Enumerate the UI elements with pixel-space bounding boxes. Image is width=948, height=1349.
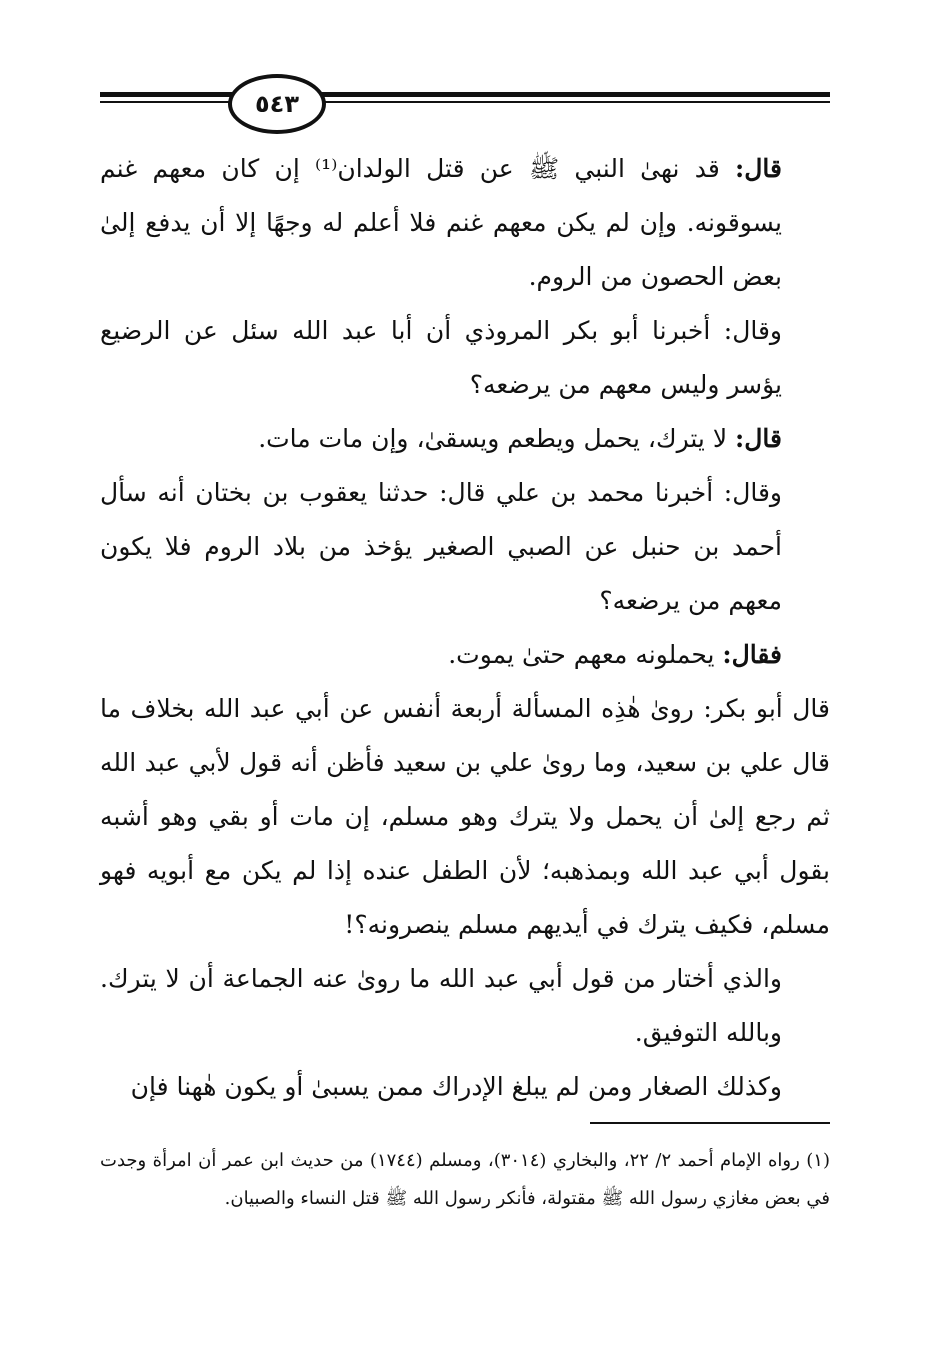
paragraph-text: قد نهىٰ النبي ﷺ عن قتل الولدان⁽¹⁾ إن كان معهم غنم يسوقونه. وإن لم يكن معهم غنم فلا أعلم له وجهًا إلا أن يدفع إلىٰ بعض الحصون من الروم. xyxy=(100,154,782,291)
paragraph: وقال: أخبرنا أبو بكر المروذي أن أبا عبد الله سئل عن الرضيع يؤسر وليس معهم من يرضعه؟ xyxy=(100,316,782,399)
page-header xyxy=(100,68,830,128)
footnote: (١) رواه الإمام أحمد ٢/ ٢٢، والبخاري (٣٠١٤)، ومسلم (١٧٤٤) من حديث ابن عمر أن امرأة وجدت في بعض مغازي رسول الله ﷺ مقتولة، فأنكر رسول الله ﷺ قتل النساء والصبيان. xyxy=(100,1150,830,1209)
paragraph xyxy=(100,412,830,466)
header-rule xyxy=(100,92,830,97)
paragraph: وقال: أخبرنا محمد بن علي قال: حدثنا يعقوب بن بختان أنه سأل أحمد بن حنبل عن الصبي الصغير يؤخذ من بلاد الروم فلا يكون معهم من يرضعه؟ xyxy=(100,478,782,615)
paragraph xyxy=(100,628,830,682)
speaker-label: قال: xyxy=(735,154,782,183)
speaker-label: قال: xyxy=(735,424,782,453)
paragraph: والذي أختار من قول أبي عبد الله ما روىٰ عنه الجماعة أن لا يترك. وبالله التوفيق. xyxy=(100,964,782,1047)
paragraph xyxy=(100,142,830,304)
paragraph-text: يحملونه معهم حتىٰ يموت. xyxy=(448,640,715,669)
header-rule-thin xyxy=(100,101,830,103)
speaker-label: فقال: xyxy=(722,640,782,669)
paragraph-text: لا يترك، يحمل ويطعم ويسقىٰ، وإن مات مات. xyxy=(258,424,728,453)
footnote-separator xyxy=(590,1122,830,1124)
main-text xyxy=(100,142,830,1114)
page-number: ٥٤٣ xyxy=(228,74,326,134)
paragraph: وكذلك الصغار ومن لم يبلغ الإدراك ممن يسبىٰ أو يكون هٰهنا فإن xyxy=(130,1072,782,1101)
paragraph: قال أبو بكر: روىٰ هٰذِه المسألة أربعة أنفس عن أبي عبد الله بخلاف ما قال علي بن سعيد، وما روىٰ علي بن سعيد فأظن أنه قول لأبي عبد الله ثم رجع إلىٰ أن يحمل ولا يترك وهو مسلم، إن مات أو بقي وهو أشبه بقول أبي عبد الله وبمذهبه؛ لأن الطفل عنده إذا لم يكن مع أبويه فهو مسلم، فكيف يترك في أيديهم مسلم ينصرونه؟! xyxy=(100,694,830,939)
